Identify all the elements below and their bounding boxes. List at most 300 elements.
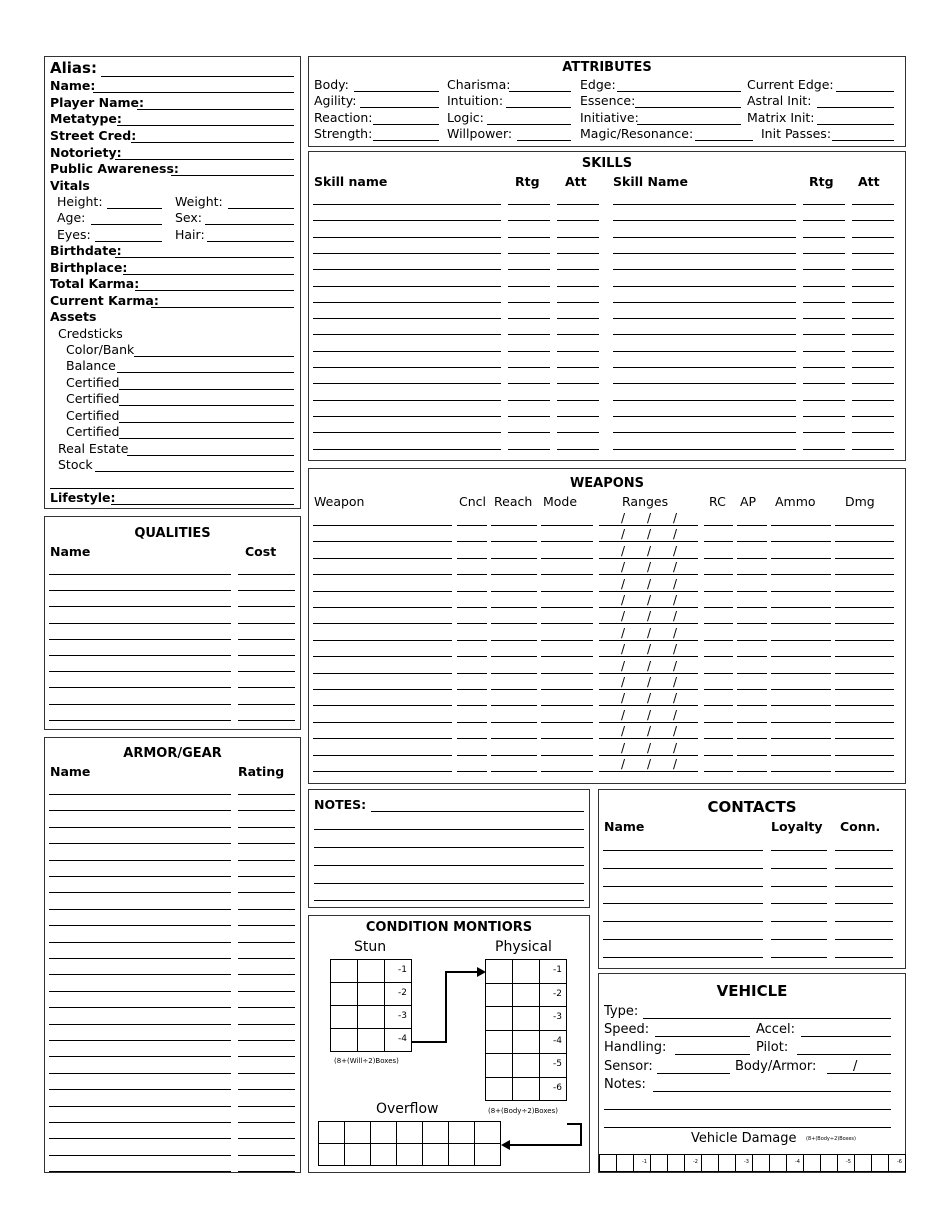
weapon-line[interactable] — [599, 738, 698, 739]
armor-line[interactable] — [49, 991, 231, 992]
notes-line[interactable] — [314, 883, 584, 884]
skill-line[interactable] — [803, 269, 845, 270]
armor-line[interactable] — [49, 1155, 231, 1156]
skill-line[interactable] — [852, 269, 894, 270]
vehicle-damage-box[interactable] — [684, 1154, 702, 1172]
skill-line[interactable] — [613, 416, 796, 417]
weapon-line[interactable] — [835, 640, 894, 641]
contact-line[interactable] — [771, 939, 827, 940]
weapon-line[interactable] — [737, 558, 767, 559]
weapon-line[interactable] — [771, 623, 831, 624]
weapon-line[interactable] — [313, 722, 452, 723]
weapon-line[interactable] — [737, 656, 767, 657]
weapon-line[interactable] — [704, 574, 733, 575]
weapon-line[interactable] — [599, 607, 698, 608]
notes-line[interactable] — [314, 865, 584, 866]
skill-line[interactable] — [508, 449, 550, 450]
weapon-line[interactable] — [541, 574, 593, 575]
skill-line[interactable] — [557, 269, 599, 270]
weapon-line[interactable] — [457, 656, 487, 657]
weapon-line[interactable] — [457, 525, 487, 526]
vehicle-pilot-field[interactable] — [797, 1054, 891, 1055]
armor-line[interactable] — [238, 843, 295, 844]
weapon-line[interactable] — [771, 705, 831, 706]
skill-line[interactable] — [313, 237, 501, 238]
armor-line[interactable] — [49, 876, 231, 877]
armor-line[interactable] — [238, 991, 295, 992]
weapon-line[interactable] — [835, 607, 894, 608]
skill-line[interactable] — [852, 286, 894, 287]
weapon-line[interactable] — [491, 558, 537, 559]
armor-line[interactable] — [238, 876, 295, 877]
public-awareness-field[interactable] — [171, 175, 294, 176]
notes-line[interactable] — [314, 900, 584, 901]
weapon-line[interactable] — [541, 689, 593, 690]
weapon-line[interactable] — [737, 771, 767, 772]
armor-line[interactable] — [49, 1024, 231, 1025]
weapon-line[interactable] — [541, 722, 593, 723]
contact-line[interactable] — [603, 850, 763, 851]
contact-line[interactable] — [603, 939, 763, 940]
attr-field[interactable] — [617, 91, 741, 92]
attr-field[interactable] — [360, 107, 439, 108]
skill-line[interactable] — [613, 334, 796, 335]
skill-line[interactable] — [508, 334, 550, 335]
weapon-line[interactable] — [737, 607, 767, 608]
skill-line[interactable] — [803, 237, 845, 238]
weapon-line[interactable] — [835, 673, 894, 674]
skill-line[interactable] — [803, 416, 845, 417]
skill-line[interactable] — [613, 286, 796, 287]
armor-line[interactable] — [238, 1089, 295, 1090]
weapon-line[interactable] — [491, 574, 537, 575]
weapon-line[interactable] — [771, 574, 831, 575]
vehicle-type-field[interactable] — [643, 1018, 891, 1019]
weapon-line[interactable] — [541, 525, 593, 526]
skill-line[interactable] — [557, 367, 599, 368]
skill-line[interactable] — [613, 302, 796, 303]
skill-line[interactable] — [508, 318, 550, 319]
attr-field[interactable] — [373, 140, 439, 141]
weapon-line[interactable] — [313, 771, 452, 772]
quality-line[interactable] — [49, 623, 231, 624]
weapon-line[interactable] — [313, 640, 452, 641]
weapon-line[interactable] — [541, 591, 593, 592]
attr-field[interactable] — [832, 140, 894, 141]
sex-field[interactable] — [205, 224, 294, 225]
armor-line[interactable] — [49, 1007, 231, 1008]
armor-line[interactable] — [238, 860, 295, 861]
vehicle-damage-box[interactable] — [667, 1154, 685, 1172]
weapon-line[interactable] — [704, 640, 733, 641]
attr-field[interactable] — [509, 91, 571, 92]
weapon-line[interactable] — [541, 673, 593, 674]
weapon-line[interactable] — [491, 705, 537, 706]
contact-line[interactable] — [835, 868, 893, 869]
contact-line[interactable] — [771, 903, 827, 904]
skill-line[interactable] — [557, 286, 599, 287]
armor-line[interactable] — [238, 1122, 295, 1123]
weapon-line[interactable] — [457, 591, 487, 592]
quality-line[interactable] — [49, 655, 231, 656]
skill-line[interactable] — [613, 269, 796, 270]
weapon-line[interactable] — [457, 755, 487, 756]
attr-field[interactable] — [637, 124, 741, 125]
weapon-line[interactable] — [599, 705, 698, 706]
weapon-line[interactable] — [313, 525, 452, 526]
weapon-line[interactable] — [737, 705, 767, 706]
skill-line[interactable] — [852, 367, 894, 368]
weapon-line[interactable] — [704, 656, 733, 657]
skill-line[interactable] — [803, 351, 845, 352]
vehicle-body-armor-field[interactable] — [827, 1073, 891, 1074]
weapon-line[interactable] — [771, 771, 831, 772]
weapon-line[interactable] — [457, 705, 487, 706]
skill-line[interactable] — [313, 220, 501, 221]
weapon-line[interactable] — [737, 623, 767, 624]
weapon-line[interactable] — [457, 541, 487, 542]
skill-line[interactable] — [803, 253, 845, 254]
skill-line[interactable] — [852, 253, 894, 254]
skill-line[interactable] — [557, 220, 599, 221]
armor-line[interactable] — [49, 974, 231, 975]
weapon-line[interactable] — [491, 656, 537, 657]
skill-line[interactable] — [508, 400, 550, 401]
weapon-line[interactable] — [491, 607, 537, 608]
armor-line[interactable] — [238, 810, 295, 811]
weapon-line[interactable] — [491, 771, 537, 772]
weapon-line[interactable] — [835, 755, 894, 756]
quality-line[interactable] — [49, 606, 231, 607]
armor-line[interactable] — [238, 1056, 295, 1057]
lifestyle-field[interactable] — [111, 504, 294, 505]
armor-line[interactable] — [238, 925, 295, 926]
vehicle-notes-field[interactable] — [604, 1109, 891, 1110]
weapon-line[interactable] — [704, 591, 733, 592]
notes-line[interactable] — [371, 811, 584, 812]
quality-line[interactable] — [238, 720, 295, 721]
skill-line[interactable] — [313, 204, 501, 205]
vehicle-damage-box[interactable] — [752, 1154, 770, 1172]
skill-line[interactable] — [557, 400, 599, 401]
weapon-line[interactable] — [457, 738, 487, 739]
contact-line[interactable] — [835, 939, 893, 940]
skill-line[interactable] — [508, 220, 550, 221]
vehicle-damage-box[interactable] — [871, 1154, 889, 1172]
skill-line[interactable] — [557, 334, 599, 335]
armor-line[interactable] — [238, 942, 295, 943]
weapon-line[interactable] — [599, 673, 698, 674]
weapon-line[interactable] — [313, 738, 452, 739]
real-estate-field[interactable] — [127, 455, 294, 456]
weapon-line[interactable] — [541, 755, 593, 756]
weapon-line[interactable] — [737, 574, 767, 575]
quality-line[interactable] — [238, 687, 295, 688]
skill-line[interactable] — [803, 383, 845, 384]
vehicle-sensor-field[interactable] — [657, 1073, 730, 1074]
weapon-line[interactable] — [704, 673, 733, 674]
weapon-line[interactable] — [704, 541, 733, 542]
attr-field[interactable] — [836, 91, 894, 92]
assets-extra-line[interactable] — [50, 488, 294, 489]
weapon-line[interactable] — [457, 574, 487, 575]
contact-line[interactable] — [771, 957, 827, 958]
weapon-line[interactable] — [835, 705, 894, 706]
weapon-line[interactable] — [457, 722, 487, 723]
armor-line[interactable] — [238, 1106, 295, 1107]
contact-line[interactable] — [771, 850, 827, 851]
attr-field[interactable] — [506, 107, 571, 108]
vehicle-damage-box[interactable] — [735, 1154, 753, 1172]
skill-line[interactable] — [557, 383, 599, 384]
weapon-line[interactable] — [599, 623, 698, 624]
quality-line[interactable] — [49, 687, 231, 688]
notoriety-field[interactable] — [115, 159, 294, 160]
skill-line[interactable] — [852, 449, 894, 450]
weapon-line[interactable] — [599, 755, 698, 756]
armor-line[interactable] — [49, 827, 231, 828]
armor-line[interactable] — [49, 1073, 231, 1074]
weapon-line[interactable] — [599, 640, 698, 641]
skill-line[interactable] — [313, 432, 501, 433]
certified-field-4[interactable] — [119, 438, 294, 439]
armor-line[interactable] — [238, 974, 295, 975]
skill-line[interactable] — [313, 367, 501, 368]
certified-field-3[interactable] — [119, 422, 294, 423]
weapon-line[interactable] — [704, 755, 733, 756]
armor-line[interactable] — [238, 1040, 295, 1041]
armor-line[interactable] — [49, 925, 231, 926]
quality-line[interactable] — [238, 671, 295, 672]
street-cred-field[interactable] — [131, 142, 294, 143]
armor-line[interactable] — [238, 1155, 295, 1156]
skill-line[interactable] — [313, 400, 501, 401]
quality-line[interactable] — [49, 590, 231, 591]
weapon-line[interactable] — [704, 771, 733, 772]
height-field[interactable] — [107, 208, 162, 209]
stock-field[interactable] — [95, 471, 294, 472]
weapon-line[interactable] — [771, 755, 831, 756]
vehicle-damage-box[interactable] — [633, 1154, 651, 1172]
weapon-line[interactable] — [313, 705, 452, 706]
armor-line[interactable] — [49, 909, 231, 910]
attr-field[interactable] — [373, 124, 439, 125]
skill-line[interactable] — [613, 204, 796, 205]
attr-field[interactable] — [487, 124, 571, 125]
weapon-line[interactable] — [704, 525, 733, 526]
skill-line[interactable] — [508, 432, 550, 433]
weapon-line[interactable] — [835, 541, 894, 542]
skill-line[interactable] — [852, 302, 894, 303]
skill-line[interactable] — [313, 286, 501, 287]
weapon-line[interactable] — [835, 738, 894, 739]
weapon-line[interactable] — [541, 656, 593, 657]
skill-line[interactable] — [852, 237, 894, 238]
skill-line[interactable] — [313, 302, 501, 303]
contact-line[interactable] — [771, 868, 827, 869]
contact-line[interactable] — [603, 886, 763, 887]
weapon-line[interactable] — [737, 591, 767, 592]
weapon-line[interactable] — [491, 623, 537, 624]
metatype-field[interactable] — [117, 125, 294, 126]
weapon-line[interactable] — [541, 623, 593, 624]
skill-line[interactable] — [852, 383, 894, 384]
weapon-line[interactable] — [835, 656, 894, 657]
player-name-field[interactable] — [137, 109, 294, 110]
armor-line[interactable] — [49, 860, 231, 861]
weapon-line[interactable] — [313, 689, 452, 690]
weapon-line[interactable] — [457, 640, 487, 641]
attr-field[interactable] — [517, 140, 571, 141]
quality-line[interactable] — [238, 606, 295, 607]
vehicle-damage-box[interactable] — [820, 1154, 838, 1172]
skill-line[interactable] — [852, 400, 894, 401]
skill-line[interactable] — [613, 220, 796, 221]
weapon-line[interactable] — [771, 541, 831, 542]
weapon-line[interactable] — [491, 689, 537, 690]
skill-line[interactable] — [852, 220, 894, 221]
skill-line[interactable] — [508, 286, 550, 287]
weapon-line[interactable] — [835, 591, 894, 592]
skill-line[interactable] — [313, 269, 501, 270]
weapon-line[interactable] — [541, 771, 593, 772]
skill-line[interactable] — [557, 302, 599, 303]
armor-line[interactable] — [49, 892, 231, 893]
skill-line[interactable] — [508, 253, 550, 254]
weapon-line[interactable] — [313, 673, 452, 674]
vehicle-damage-box[interactable] — [854, 1154, 872, 1172]
skill-line[interactable] — [508, 383, 550, 384]
weapon-line[interactable] — [599, 525, 698, 526]
weapon-line[interactable] — [313, 623, 452, 624]
skill-line[interactable] — [803, 449, 845, 450]
contact-line[interactable] — [603, 903, 763, 904]
weapon-line[interactable] — [599, 541, 698, 542]
armor-line[interactable] — [238, 827, 295, 828]
weapon-line[interactable] — [704, 623, 733, 624]
skill-line[interactable] — [508, 367, 550, 368]
skill-line[interactable] — [613, 318, 796, 319]
weapon-line[interactable] — [541, 705, 593, 706]
weapon-line[interactable] — [737, 755, 767, 756]
armor-line[interactable] — [238, 1007, 295, 1008]
weapon-line[interactable] — [457, 558, 487, 559]
weapon-line[interactable] — [599, 574, 698, 575]
weapon-line[interactable] — [737, 673, 767, 674]
armor-line[interactable] — [238, 909, 295, 910]
weapon-line[interactable] — [313, 755, 452, 756]
weapon-line[interactable] — [835, 525, 894, 526]
armor-line[interactable] — [238, 1073, 295, 1074]
skill-line[interactable] — [803, 204, 845, 205]
weapon-line[interactable] — [737, 541, 767, 542]
weapon-line[interactable] — [835, 558, 894, 559]
weapon-line[interactable] — [313, 656, 452, 657]
quality-line[interactable] — [238, 655, 295, 656]
armor-line[interactable] — [49, 810, 231, 811]
skill-line[interactable] — [508, 237, 550, 238]
eyes-field[interactable] — [95, 241, 162, 242]
weapon-line[interactable] — [737, 640, 767, 641]
vehicle-damage-box[interactable] — [786, 1154, 804, 1172]
skill-line[interactable] — [557, 237, 599, 238]
skill-line[interactable] — [613, 351, 796, 352]
armor-line[interactable] — [49, 794, 231, 795]
skill-line[interactable] — [557, 449, 599, 450]
birthplace-field[interactable] — [123, 274, 294, 275]
weapon-line[interactable] — [457, 623, 487, 624]
birthdate-field[interactable] — [115, 257, 294, 258]
weapon-line[interactable] — [491, 673, 537, 674]
skill-line[interactable] — [557, 204, 599, 205]
weapon-line[interactable] — [457, 673, 487, 674]
weapon-line[interactable] — [491, 640, 537, 641]
skill-line[interactable] — [613, 237, 796, 238]
quality-line[interactable] — [49, 639, 231, 640]
vehicle-damage-box[interactable] — [599, 1154, 617, 1172]
certified-field-1[interactable] — [119, 389, 294, 390]
weapon-line[interactable] — [704, 558, 733, 559]
weapon-line[interactable] — [771, 640, 831, 641]
weapon-line[interactable] — [491, 525, 537, 526]
armor-line[interactable] — [238, 1024, 295, 1025]
alias-field[interactable] — [101, 76, 294, 77]
weapon-line[interactable] — [835, 623, 894, 624]
skill-line[interactable] — [613, 400, 796, 401]
skill-line[interactable] — [852, 351, 894, 352]
weapon-line[interactable] — [541, 607, 593, 608]
vehicle-damage-box[interactable] — [701, 1154, 719, 1172]
contact-line[interactable] — [835, 957, 893, 958]
skill-line[interactable] — [803, 220, 845, 221]
notes-line[interactable] — [314, 829, 584, 830]
armor-line[interactable] — [238, 794, 295, 795]
vehicle-damage-box[interactable] — [803, 1154, 821, 1172]
skill-line[interactable] — [803, 367, 845, 368]
weapon-line[interactable] — [737, 722, 767, 723]
skill-line[interactable] — [803, 302, 845, 303]
weapon-line[interactable] — [457, 607, 487, 608]
contact-line[interactable] — [835, 903, 893, 904]
armor-line[interactable] — [49, 1056, 231, 1057]
weapon-line[interactable] — [491, 541, 537, 542]
weapon-line[interactable] — [771, 607, 831, 608]
quality-line[interactable] — [49, 574, 231, 575]
weapon-line[interactable] — [771, 738, 831, 739]
weapon-line[interactable] — [704, 722, 733, 723]
attr-field[interactable] — [354, 91, 439, 92]
weapon-line[interactable] — [771, 558, 831, 559]
quality-line[interactable] — [238, 704, 295, 705]
weapon-line[interactable] — [313, 591, 452, 592]
skill-line[interactable] — [803, 432, 845, 433]
weapon-line[interactable] — [599, 689, 698, 690]
weapon-line[interactable] — [457, 689, 487, 690]
weapon-line[interactable] — [599, 656, 698, 657]
skill-line[interactable] — [803, 400, 845, 401]
weapon-line[interactable] — [704, 738, 733, 739]
weapon-line[interactable] — [835, 689, 894, 690]
quality-line[interactable] — [49, 720, 231, 721]
weapon-line[interactable] — [491, 755, 537, 756]
quality-line[interactable] — [238, 623, 295, 624]
weapon-line[interactable] — [835, 771, 894, 772]
hair-field[interactable] — [207, 241, 294, 242]
attr-field[interactable] — [817, 107, 894, 108]
skill-line[interactable] — [508, 269, 550, 270]
skill-line[interactable] — [613, 432, 796, 433]
skill-line[interactable] — [313, 318, 501, 319]
